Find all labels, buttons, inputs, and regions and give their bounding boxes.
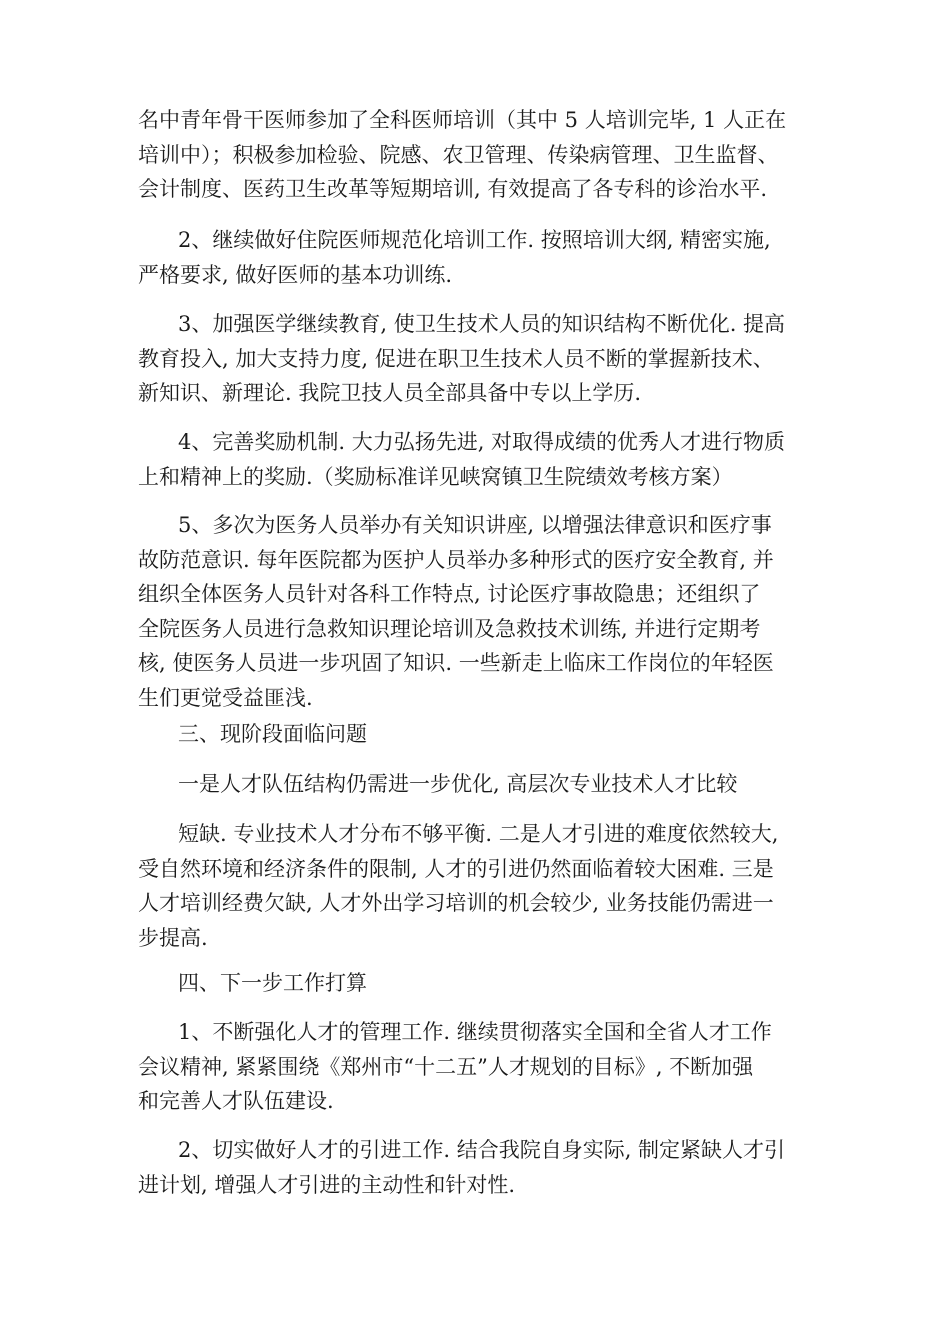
paragraph-item-3	[138, 307, 828, 411]
text-line: 人才培训经费欠缺, 人才外出学习培训的机会较少, 业务技能仍需进一	[138, 891, 774, 915]
text-line: 全院医务人员进行急救知识理论培训及急救技术训练, 并进行定期考	[138, 616, 761, 641]
text-line: 步提高.	[138, 925, 208, 950]
text-line: 2、继续做好住院医师规范化培训工作. 按照培训大纲, 精密实施,	[178, 228, 771, 252]
text-line: 严格要求, 做好医师的基本功训练.	[138, 262, 453, 287]
text-line: 组织全体医务人员针对各科工作特点, 讨论医疗事故隐患；还组织了	[138, 582, 761, 606]
heading-text: 三、现阶段面临问题	[178, 722, 367, 746]
paragraph-problem-2	[138, 817, 828, 955]
text-line: 进计划, 增强人才引进的主动性和针对性.	[138, 1172, 516, 1197]
paragraph-plan-1	[138, 1015, 828, 1119]
text-line: 受自然环境和经济条件的限制, 人才的引进仍然面临着较大困难. 三是	[138, 856, 774, 881]
section-heading-3	[138, 717, 828, 752]
text-line: 培训中）；积极参加检验、院感、农卫管理、传染病管理、卫生监督、	[138, 142, 779, 167]
text-line: 2、切实做好人才的引进工作. 结合我院自身实际, 制定紧缺人才引	[178, 1138, 786, 1162]
paragraph-item-2	[138, 223, 828, 292]
text-line: 3、加强医学继续教育, 使卫生技术人员的知识结构不断优化. 提高	[178, 312, 786, 336]
heading-text: 四、下一步工作打算	[178, 971, 367, 995]
text-line: 一是人才队伍结构仍需进一步优化, 高层次专业技术人才比较	[178, 772, 738, 796]
paragraph-training-summary	[138, 103, 828, 207]
text-line: 短缺. 专业技术人才分布不够平衡. 二是人才引进的难度依然较大,	[178, 822, 779, 846]
text-line: 生们更觉受益匪浅.	[138, 685, 313, 710]
paragraph-item-4	[138, 425, 828, 494]
text-line: 名中青年骨干医师参加了全科医师培训（其中 5 人培训完毕, 1 人正在	[138, 108, 787, 132]
text-line: 教育投入, 加大支持力度, 促进在职卫生技术人员不断的掌握新技术、	[138, 346, 774, 371]
text-line: 5、多次为医务人员举办有关知识讲座, 以增强法律意识和医疗事	[178, 513, 772, 537]
paragraph-item-5	[138, 508, 828, 715]
text-line: 故防范意识. 每年医院都为医护人员举办多种形式的医疗安全教育, 并	[138, 547, 774, 572]
text-line: 1、不断强化人才的管理工作. 继续贯彻落实全国和全省人才工作	[178, 1020, 772, 1044]
text-line: 新知识、新理论. 我院卫技人员全部具备中专以上学历.	[138, 381, 642, 405]
section-heading-4	[138, 966, 828, 1001]
paragraph-plan-2	[138, 1133, 828, 1202]
text-line: 会计制度、医药卫生改革等短期培训, 有效提高了各专科的诊治水平.	[138, 177, 768, 201]
text-line: 上和精神上的奖励.（奖励标准详见峡窝镇卫生院绩效考核方案）	[138, 464, 733, 489]
text-line: 4、完善奖励机制. 大力弘扬先进, 对取得成绩的优秀人才进行物质	[178, 430, 786, 454]
text-line: 核, 使医务人员进一步巩固了知识. 一些新走上临床工作岗位的年轻医	[138, 651, 774, 675]
text-line: 会议精神, 紧紧围绕《郑州市“十二五”人才规划的目标》, 不断加强	[138, 1054, 754, 1079]
paragraph-problem-1	[138, 767, 828, 802]
text-line: 和完善人才队伍建设.	[138, 1089, 334, 1113]
